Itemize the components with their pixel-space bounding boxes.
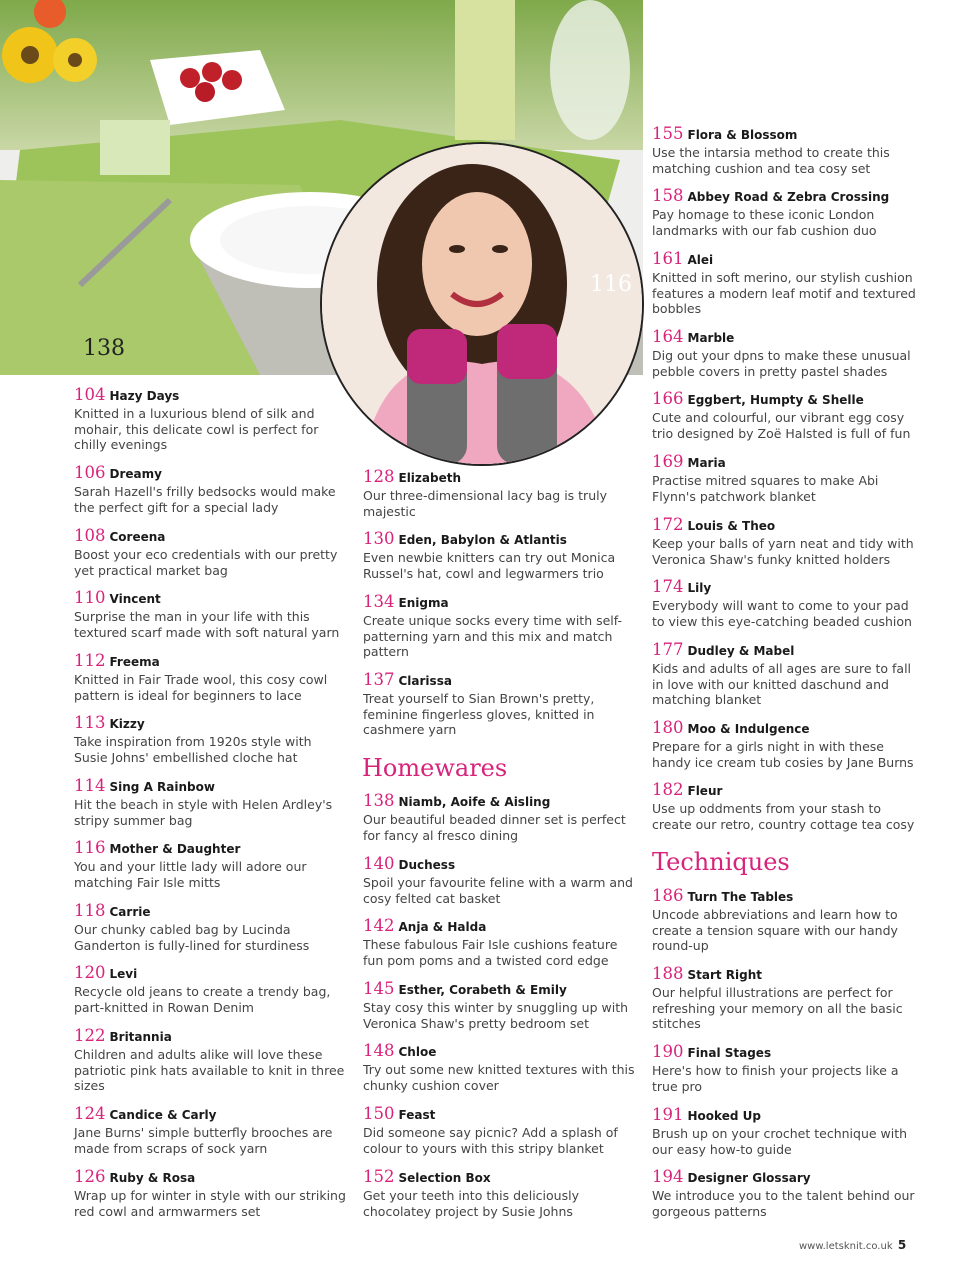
project-title: Dreamy [109,467,162,481]
entry-heading [74,652,346,671]
contents-entry [652,641,924,708]
contents-entry [74,964,346,1015]
contents-entry [363,593,635,660]
contents-entry [652,328,924,379]
project-description: Cute and colourful, our vibrant egg cosy trio designed by Zoë Halsted is full of fun [652,410,911,441]
entry-heading [74,1027,346,1046]
project-description: Kids and adults of all ages are sure to fall in love with our knitted daschund and matching blanket [652,661,912,708]
project-description: Our beautiful beaded dinner set is perfect for fancy al fresco dining [363,812,626,843]
project-title: Start Right [687,968,763,982]
page-number: 164 [652,327,684,346]
entry-heading [652,1168,924,1187]
page-number: 155 [652,124,684,143]
project-title: Candice & Carly [109,1108,217,1122]
entry-heading [652,1043,924,1062]
contents-entry [652,1106,924,1157]
project-title: Esther, Corabeth & Emily [398,983,567,997]
entry-heading [74,527,346,546]
entry-heading [652,453,924,472]
page-number: 114 [74,776,106,795]
project-description: You and your little lady will adore our matching Fair Isle mitts [74,859,307,890]
contents-entry [74,589,346,640]
project-title: Niamb, Aoife & Aisling [398,795,551,809]
project-title: Carrie [109,905,151,919]
project-title: Kizzy [109,717,145,731]
project-description: Use the intarsia method to create this matching cushion and tea cosy set [652,145,890,176]
entry-heading [363,1168,635,1187]
entry-heading [652,781,924,800]
project-description: Spoil your favourite feline with a warm and cosy felted cat basket [363,875,633,906]
project-description: Prepare for a girls night in with these handy ice cream tub cosies by Jane Burns [652,739,914,770]
project-description: Surprise the man in your life with this textured scarf made with soft natural yarn [74,609,340,640]
project-description: These fabulous Fair Isle cushions feature fun pom poms and a twisted cord edge [363,937,618,968]
mittens-portrait-photo [322,144,642,464]
contents-entry [74,777,346,828]
project-description: Keep your balls of yarn neat and tidy with Veronica Shaw's funky knitted holders [652,536,914,567]
project-title: Dudley & Mabel [687,644,795,658]
project-title: Alei [687,253,714,267]
contents-entry [74,386,346,453]
contents-entry [652,965,924,1032]
mittens-page-number: 116 [590,272,632,297]
project-description: Dig out your dpns to make these unusual pebble covers in pretty pastel shades [652,348,911,379]
project-title: Sing A Rainbow [109,780,215,794]
page-number: 188 [652,964,684,983]
entry-heading [363,855,635,874]
project-title: Moo & Indulgence [687,722,810,736]
contents-entry [363,980,635,1031]
page-number: 130 [363,529,395,548]
project-description: Wrap up for winter in style with our striking red cowl and armwarmers set [74,1188,346,1219]
placemat-page-number: 138 [83,336,125,361]
project-description: Use up oddments from your stash to create our retro, country cottage tea cosy [652,801,915,832]
entry-heading [363,1042,635,1061]
contents-entry [74,1027,346,1094]
project-description: Knitted in a luxurious blend of silk and mohair, this delicate cowl is perfect for chilly evenings [74,406,319,453]
page-footer [799,1238,906,1252]
homewares-heading: Homewares [362,754,508,782]
entry-heading [652,719,924,738]
contents-entry [74,714,346,765]
contents-entry [652,187,924,238]
project-title: Chloe [398,1045,437,1059]
project-title: Feast [398,1108,436,1122]
project-title: Designer Glossary [687,1171,811,1185]
project-title: Flora & Blossom [687,128,798,142]
entry-heading [652,965,924,984]
entry-heading [363,792,635,811]
contents-entry [74,1105,346,1156]
entry-heading [74,1105,346,1124]
page-number: 190 [652,1042,684,1061]
project-description: Pay homage to these iconic London landmarks with our fab cushion duo [652,207,877,238]
project-description: Children and adults alike will love these patriotic pink hats available to knit in three sizes [74,1047,345,1094]
page-number: 137 [363,670,395,689]
page-number: 120 [74,963,106,982]
project-title: Britannia [109,1030,172,1044]
project-title: Eggbert, Humpty & Shelle [687,393,864,407]
entry-heading [363,468,635,487]
entry-heading [652,390,924,409]
contents-entry [363,468,635,519]
project-title: Selection Box [398,1171,491,1185]
page-number: 191 [652,1105,684,1124]
contents-entry [652,453,924,504]
project-title: Duchess [398,858,456,872]
page-number: 180 [652,718,684,737]
project-description: Try out some new knitted textures with this chunky cushion cover [363,1062,635,1093]
page-number: 122 [74,1026,106,1045]
entry-heading [363,593,635,612]
project-description: Everybody will want to come to your pad to view this eye-catching beaded cushion [652,598,912,629]
contents-entry [652,250,924,317]
project-title: Abbey Road & Zebra Crossing [687,190,890,204]
contents-entry [652,1168,924,1219]
page-number: 142 [363,916,395,935]
page-number: 166 [652,389,684,408]
woman-with-mitts-illustration [322,144,642,464]
project-description: Treat yourself to Sian Brown's pretty, feminine fingerless gloves, knitted in cashmere yarn [363,691,595,738]
project-title: Elizabeth [398,471,462,485]
page-number: 134 [363,592,395,611]
page-number: 169 [652,452,684,471]
contents-entry [363,1168,635,1219]
techniques-heading: Techniques [652,848,790,876]
project-description: Our three-dimensional lacy bag is truly majestic [363,488,607,519]
footer-page-number: 5 [897,1238,907,1252]
project-title: Marble [687,331,735,345]
project-title: Clarissa [398,674,452,688]
project-description: Our helpful illustrations are perfect for refreshing your memory on all the basic stitches [652,985,903,1032]
project-title: Lily [687,581,712,595]
page-number: 174 [652,577,684,596]
entry-heading [74,964,346,983]
page-number: 194 [652,1167,684,1186]
contents-entry [363,855,635,906]
entry-heading [74,1168,346,1187]
project-title: Hazy Days [109,389,180,403]
contents-entry [652,125,924,176]
project-title: Hooked Up [687,1109,761,1123]
contents-entry [74,464,346,515]
project-description: Stay cosy this winter by snuggling up with Veronica Shaw's pretty bedroom set [363,1000,629,1031]
page-number: 182 [652,780,684,799]
page-number: 112 [74,651,106,670]
contents-entry [74,902,346,953]
page-number: 104 [74,385,106,404]
entry-heading [652,887,924,906]
entry-heading [363,1105,635,1124]
page-number: 108 [74,526,106,545]
entry-heading [652,187,924,206]
entry-heading [74,777,346,796]
page-number: 145 [363,979,395,998]
project-title: Coreena [109,530,166,544]
entry-heading [74,839,346,858]
contents-entry [652,781,924,832]
project-description: Uncode abbreviations and learn how to create a tension square with our handy round-up [652,907,898,954]
page-number: 161 [652,249,684,268]
project-description: Create unique socks every time with self-patterning yarn and this mix and match pattern [363,613,623,660]
project-title: Vincent [109,592,161,606]
page-number: 148 [363,1041,395,1060]
page-number: 113 [74,713,106,732]
entry-heading [363,530,635,549]
contents-entry [652,578,924,629]
project-title: Enigma [398,596,449,610]
project-title: Turn The Tables [687,890,794,904]
project-title: Fleur [687,784,723,798]
contents-entry [363,1105,635,1156]
project-description: Recycle old jeans to create a trendy bag, part-knitted in Rowan Denim [74,984,331,1015]
page-number: 158 [652,186,684,205]
project-title: Levi [109,967,138,981]
entry-heading [363,980,635,999]
contents-entry [652,887,924,954]
page-number: 140 [363,854,395,873]
entry-heading [74,589,346,608]
page-number: 128 [363,467,395,486]
contents-entry [74,527,346,578]
project-description: Get your teeth into this deliciously chocolatey project by Susie Johns [363,1188,579,1219]
entry-heading [652,641,924,660]
project-title: Anja & Halda [398,920,487,934]
project-description: Did someone say picnic? Add a splash of colour to yours with this stripy blanket [363,1125,618,1156]
contents-entry [363,1042,635,1093]
project-description: Our chunky cabled bag by Lucinda Ganderton is fully-lined for sturdiness [74,922,310,953]
project-title: Ruby & Rosa [109,1171,196,1185]
page-number: 150 [363,1104,395,1123]
contents-entry [652,719,924,770]
project-description: Practise mitred squares to make Abi Flynn's patchwork blanket [652,473,879,504]
page-number: 138 [363,791,395,810]
project-description: Here's how to finish your projects like a true pro [652,1063,899,1094]
footer-url: www.letsknit.co.uk [799,1241,893,1252]
project-description: Knitted in Fair Trade wool, this cosy cowl pattern is ideal for beginners to lace [74,672,328,703]
project-title: Final Stages [687,1046,772,1060]
page-number: 186 [652,886,684,905]
page-number: 118 [74,901,106,920]
page-number: 126 [74,1167,106,1186]
entry-heading [652,516,924,535]
project-description: Take inspiration from 1920s style with Susie Johns' embellished cloche hat [74,734,312,765]
project-title: Mother & Daughter [109,842,241,856]
contents-entry [363,792,635,843]
entry-heading [652,125,924,144]
page-number: 106 [74,463,106,482]
contents-entry [652,390,924,441]
project-description: Sarah Hazell's frilly bedsocks would make the perfect gift for a special lady [74,484,336,515]
project-description: Even newbie knitters can try out Monica Russel's hat, cowl and legwarmers trio [363,550,616,581]
contents-entry [363,530,635,581]
project-title: Maria [687,456,726,470]
entry-heading [74,464,346,483]
entry-heading [652,578,924,597]
project-description: Brush up on your crochet technique with our easy how-to guide [652,1126,908,1157]
entry-heading [652,328,924,347]
contents-entry [74,839,346,890]
entry-heading [74,386,346,405]
contents-entry [652,516,924,567]
entry-heading [363,671,635,690]
contents-entry [363,917,635,968]
page-number: 152 [363,1167,395,1186]
project-description: Jane Burns' simple butterfly brooches are made from scraps of sock yarn [74,1125,333,1156]
entry-heading [74,902,346,921]
page-number: 172 [652,515,684,534]
page-number: 116 [74,838,106,857]
project-title: Louis & Theo [687,519,776,533]
entry-heading [652,250,924,269]
project-title: Eden, Babylon & Atlantis [398,533,567,547]
contents-entry [74,652,346,703]
entry-heading [652,1106,924,1125]
project-description: Boost your eco credentials with our pretty yet practical market bag [74,547,338,578]
project-description: We introduce you to the talent behind our gorgeous patterns [652,1188,915,1219]
project-description: Knitted in soft merino, our stylish cushion features a modern leaf motif and textured bobbles [652,270,916,317]
page-number: 110 [74,588,106,607]
contents-entry [652,1043,924,1094]
entry-heading [363,917,635,936]
page-number: 124 [74,1104,106,1123]
contents-entry [74,1168,346,1219]
project-title: Freema [109,655,160,669]
contents-entry [363,671,635,738]
page-number: 177 [652,640,684,659]
project-description: Hit the beach in style with Helen Ardley's stripy summer bag [74,797,333,828]
entry-heading [74,714,346,733]
